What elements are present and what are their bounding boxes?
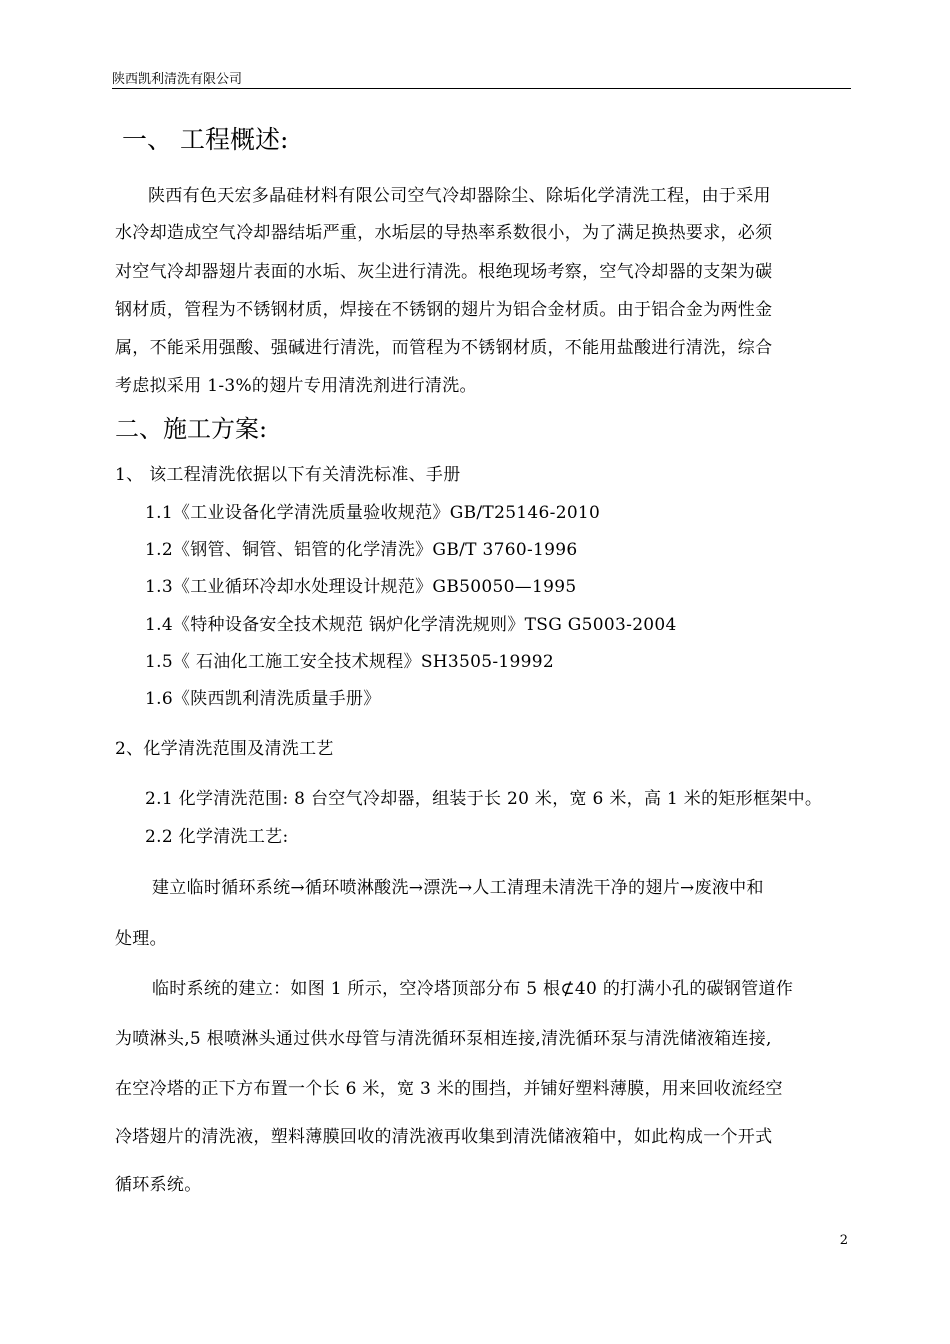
process-title: 2.2 化学清洗工艺: <box>145 827 289 847</box>
header-divider <box>112 88 851 89</box>
process-line: 处理。 <box>115 929 167 949</box>
process-line: 建立临时循环系统→循环喷淋酸洗→漂洗→人工清理未清洗干净的翅片→废液中和 <box>152 878 764 898</box>
paragraph-line: 钢材质，管程为不锈钢材质，焊接在不锈钢的翅片为铝合金材质。由于铝合金为两性金 <box>115 300 773 320</box>
system-line: 循环系统。 <box>115 1175 202 1195</box>
cleaning-scope: 2.1 化学清洗范围: 8 台空气冷却器，组装于长 20 米，宽 6 米，高 1 米的矩形框架中。 <box>145 789 823 809</box>
paragraph-line: 对空气冷却器翅片表面的水垢、灰尘进行清洗。根绝现场考察，空气冷却器的支架为碳 <box>115 262 773 282</box>
system-line: 临时系统的建立：如图 1 所示，空冷塔顶部分布 5 根⊄40 的打满小孔的碳钢管道作 <box>152 979 794 999</box>
system-line: 冷塔翅片的清洗液，塑料薄膜回收的清洗液再收集到清洗储液箱中，如此构成一个开式 <box>115 1127 773 1147</box>
standard-item: 1.1《工业设备化学清洗质量验收规范》GB/T25146-2010 <box>145 503 601 523</box>
item-1-heading: 1、 该工程清洗依据以下有关清洗标准、手册 <box>115 465 461 485</box>
section-2-title: 二、施工方案: <box>115 415 268 443</box>
standard-item: 1.5《 石油化工施工安全技术规程》SH3505-19992 <box>145 652 554 672</box>
system-line: 在空冷塔的正下方布置一个长 6 米，宽 3 米的围挡，并铺好塑料薄膜，用来回收流经空 <box>115 1079 783 1099</box>
standard-item: 1.3《工业循环冷却水处理设计规范》GB50050—1995 <box>145 577 577 597</box>
paragraph-line: 水冷却造成空气冷却器结垢严重，水垢层的导热率系数很小，为了满足换热要求，必须 <box>115 223 773 243</box>
standard-item: 1.4《特种设备安全技术规范 锅炉化学清洗规则》TSG G5003-2004 <box>145 615 677 635</box>
page-number: 2 <box>839 1233 848 1248</box>
paragraph-line: 属，不能采用强酸、强碱进行清洗，而管程为不锈钢材质，不能用盐酸进行清洗，综合 <box>115 338 773 358</box>
page-header: 陕西凯利清洗有限公司 <box>112 72 243 87</box>
section-1-title: 一、 工程概述: <box>122 125 289 154</box>
standard-item: 1.6《陕西凯利清洗质量手册》 <box>145 689 381 709</box>
paragraph-line: 考虑拟采用 1-3%的翅片专用清洗剂进行清洗。 <box>115 376 477 396</box>
system-line: 为喷淋头,5 根喷淋头通过供水母管与清洗循环泵相连接,清洗循环泵与清洗储液箱连接, <box>115 1029 772 1049</box>
item-2-heading: 2、化学清洗范围及清洗工艺 <box>115 739 334 759</box>
standard-item: 1.2《钢管、铜管、铝管的化学清洗》GB/T 3760-1996 <box>145 540 578 560</box>
paragraph-line: 陕西有色天宏多晶硅材料有限公司空气冷却器除尘、除垢化学清洗工程，由于采用 <box>148 186 771 206</box>
